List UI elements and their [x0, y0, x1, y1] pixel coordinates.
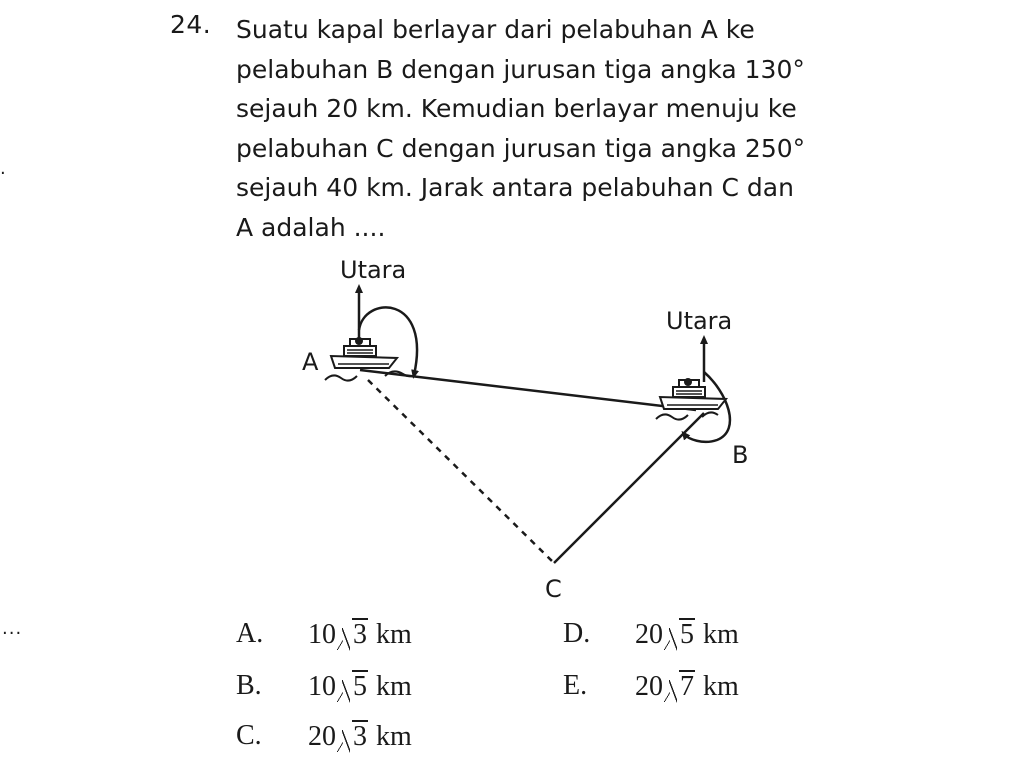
question-number: 24.: [170, 10, 212, 39]
option-coefficient: 20: [308, 721, 336, 752]
route-c-to-a: [368, 380, 554, 563]
square-root-icon: [337, 618, 368, 651]
option-coefficient: 10: [308, 619, 336, 650]
question-line: pelabuhan C dengan jurusan tiga angka 250°: [236, 133, 806, 163]
option-unit: km: [376, 619, 412, 650]
option-letter: B.: [236, 670, 262, 701]
option-coefficient: 10: [308, 671, 336, 702]
option-letter: C.: [236, 720, 262, 751]
question-line: A adalah ....: [236, 212, 386, 242]
north-label-a: Utara: [340, 256, 407, 284]
point-label-c: C: [545, 575, 562, 603]
option-unit: km: [376, 671, 412, 702]
question-line: sejauh 20 km. Kemudian berlayar menuju ke: [236, 94, 797, 123]
option-unit: km: [703, 671, 739, 702]
north-label-b: Utara: [666, 307, 733, 335]
option-radicand: 3: [353, 619, 367, 650]
option-coefficient: 20: [635, 671, 663, 702]
point-label-a: A: [302, 348, 319, 376]
route-b-to-c: [554, 413, 704, 563]
option-radicand: 5: [680, 619, 694, 650]
question-line: sejauh 40 km. Jarak antara pelabuhan C dan: [236, 173, 794, 202]
option-radicand: 7: [680, 671, 694, 702]
point-label-b: B: [732, 441, 749, 469]
option-radicand: 3: [353, 721, 367, 752]
stray-mark: .: [0, 158, 6, 179]
ship-icon: [325, 337, 415, 381]
square-root-icon: [337, 720, 368, 753]
option-unit: km: [703, 619, 739, 650]
square-root-icon: [337, 670, 368, 703]
option-radicand: 5: [353, 671, 367, 702]
square-root-icon: [664, 670, 695, 703]
option-coefficient: 20: [635, 619, 663, 650]
question-line: pelabuhan B dengan jurusan tiga angka 130°: [236, 54, 805, 84]
option-letter: A.: [236, 618, 264, 649]
question-line: Suatu kapal berlayar dari pelabuhan A ke: [236, 15, 755, 44]
stray-mark: ...: [2, 618, 23, 639]
option-letter: D.: [563, 618, 591, 649]
option-letter: E.: [563, 670, 588, 701]
square-root-icon: [664, 618, 695, 651]
option-unit: km: [376, 721, 412, 752]
